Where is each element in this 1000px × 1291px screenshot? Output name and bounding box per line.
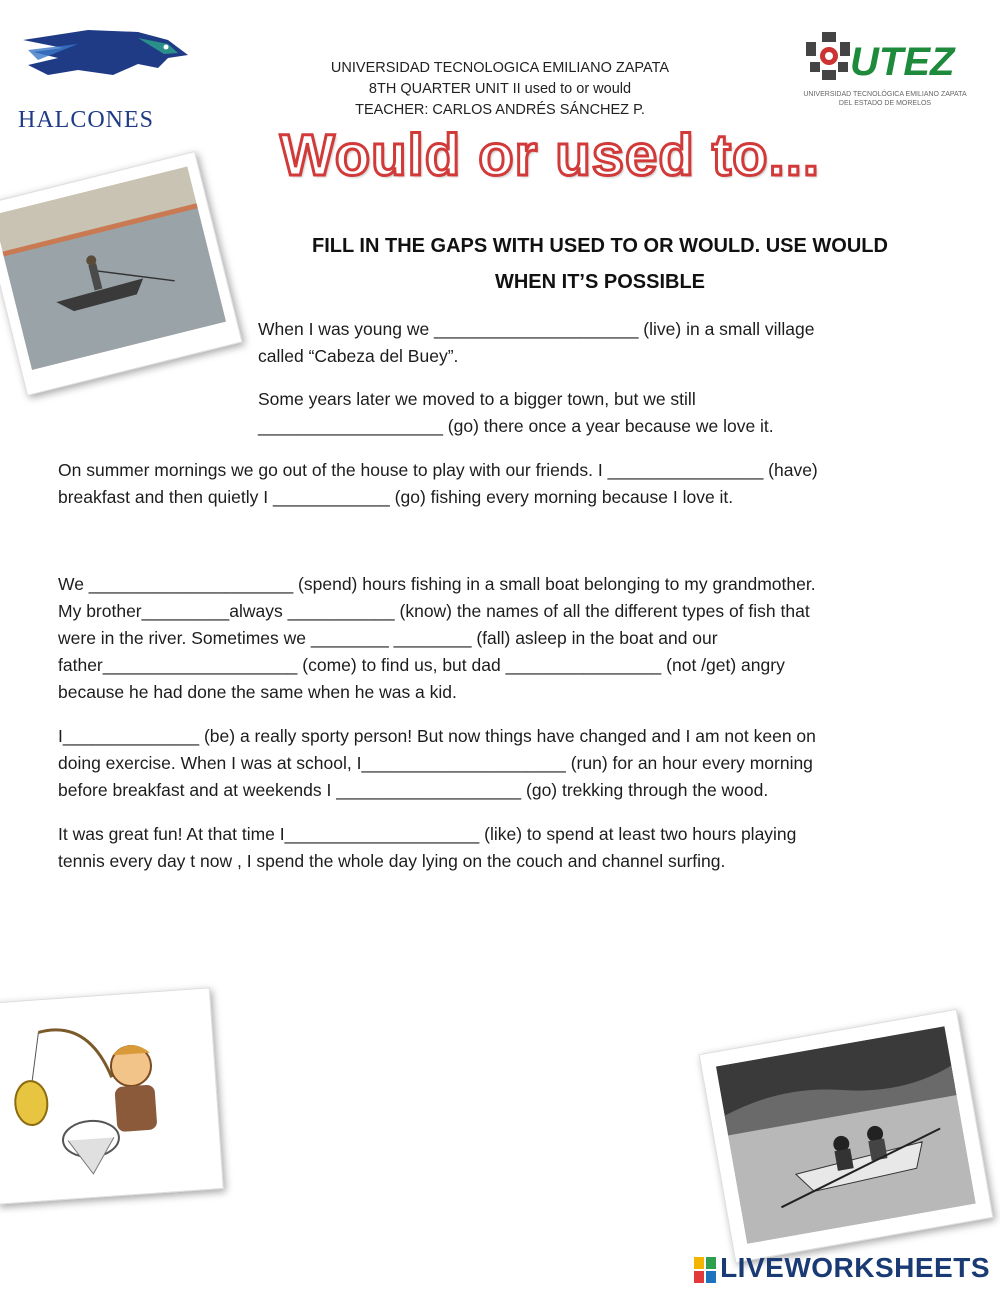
halcones-logo-text: HALCONES: [18, 107, 155, 133]
paragraph-line: When I was young we _____________________ (live) in a small village: [258, 319, 815, 339]
paragraph-3: [58, 457, 958, 511]
header-course: 8TH QUARTER UNIT II used to or would: [368, 81, 632, 97]
paragraph-2: [258, 386, 948, 440]
worksheet-title: Would or used to...: [280, 123, 820, 188]
header-university: UNIVERSIDAD TECNOLOGICA EMILIANO ZAPATA: [330, 60, 670, 76]
utez-logo-text: UTEZ: [850, 40, 955, 84]
paragraph-1: [258, 316, 948, 370]
paragraph-line: father____________________ (come) to find us, but dad ________________ (not /get) angry: [58, 655, 785, 675]
header-block: [240, 58, 760, 121]
header-teacher: TEACHER: CARLOS ANDRÉS SÁNCHEZ P.: [355, 102, 645, 118]
halcones-logo: [18, 20, 188, 133]
fisherman-boat-image: [0, 166, 226, 370]
paragraph-line: before breakfast and at weekends I ___________________ (go) trekking through the wood.: [58, 780, 769, 800]
liveworksheets-icon: [694, 1257, 716, 1283]
instructions-line-2: WHEN IT’S POSSIBLE: [494, 271, 706, 293]
paragraph-line: My brother_________always ___________ (know) the names of all the different types of fish that: [58, 601, 810, 621]
paragraph-line: ___________________ (go) there once a year because we love it.: [258, 416, 774, 436]
paragraph-line: On summer mornings we go out of the house to play with our friends. I ________________ (have): [58, 460, 818, 480]
paragraph-6: [58, 821, 958, 875]
paragraph-line: It was great fun! At that time I____________________ (like) to spend at least two hours playing: [58, 824, 797, 844]
paragraph-line: Some years later we moved to a bigger town, but we still: [258, 389, 696, 409]
liveworksheets-text: LIVEWORKSHEETS: [720, 1252, 990, 1283]
rowboat-image: [716, 1026, 976, 1244]
cartoon-photo-frame: [0, 987, 224, 1204]
instructions-line-1: FILL IN THE GAPS WITH USED TO OR WOULD. USE WOULD: [312, 235, 888, 257]
utez-logo-subtitle: UNIVERSIDAD TECNOLÓGICA EMILIANO ZAPATA DEL ESTADO DE MORELOS: [803, 91, 967, 107]
liveworksheets-brand: [694, 1252, 990, 1284]
paragraph-line: called “Cabeza del Buey”.: [258, 346, 459, 366]
paragraph-line: I______________ (be) a really sporty person! But now things have changed and I am not keen on: [58, 726, 816, 746]
paragraph-5: [58, 723, 958, 804]
rowboat-photo-frame: [699, 1009, 994, 1263]
paragraph-line: tennis every day t now , I spend the whole day lying on the couch and channel surfing.: [58, 851, 726, 871]
hawk-icon: [18, 20, 188, 100]
instructions: [260, 228, 940, 300]
paragraph-line: because he had done the same when he was a kid.: [58, 682, 457, 702]
paragraph-line: doing exercise. When I was at school, I_____________________ (run) for an hour every morning: [58, 753, 813, 773]
paragraph-line: breakfast and then quietly I ____________ (go) fishing every morning because I love it.: [58, 487, 734, 507]
cartoon-fisherman-image: [0, 1001, 209, 1190]
paragraph-4: [58, 571, 958, 706]
boat-photo-frame: [0, 151, 243, 396]
utez-logo: [800, 28, 970, 118]
paragraph-line: We _____________________ (spend) hours fishing in a small boat belonging to my grandmother.: [58, 574, 816, 594]
paragraph-line: were in the river. Sometimes we ________ ________ (fall) asleep in the boat and our: [58, 628, 718, 648]
